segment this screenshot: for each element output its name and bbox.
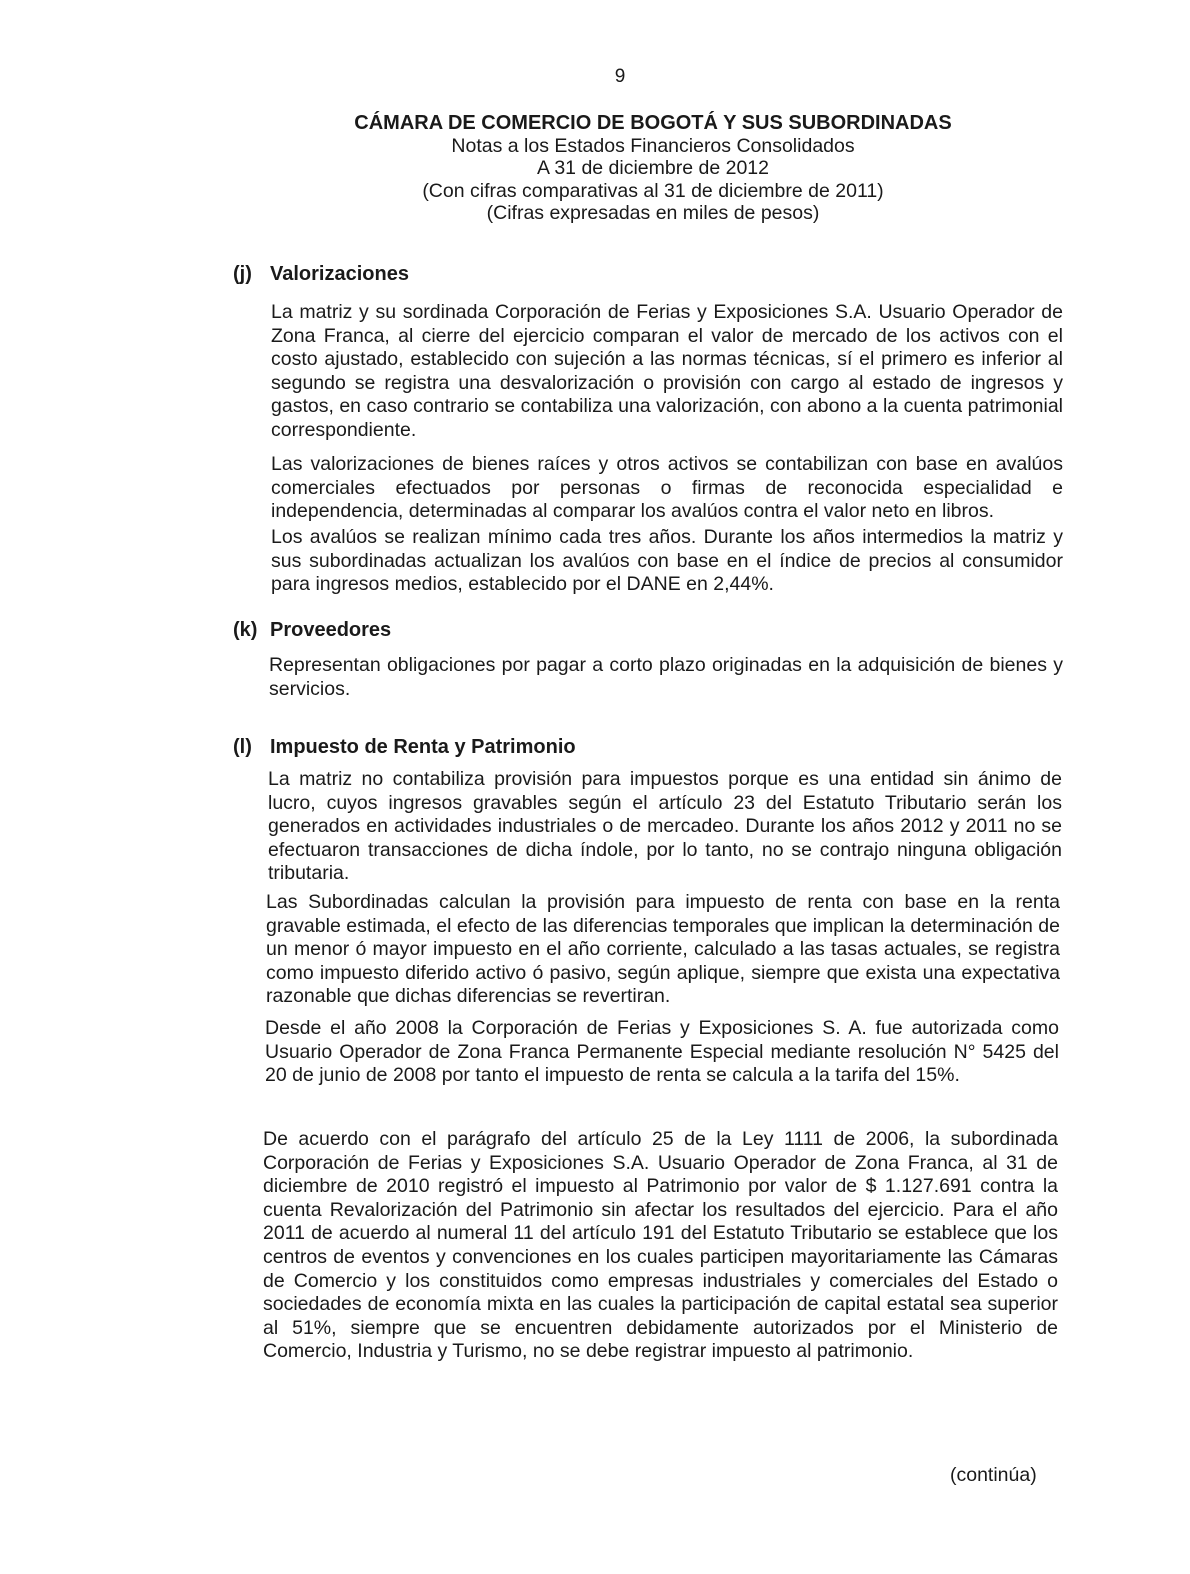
page-number: 9: [614, 66, 626, 87]
document-header: [0, 112, 1190, 225]
section-heading-valorizaciones: [233, 263, 409, 286]
section-title: Impuesto de Renta y Patrimonio: [270, 736, 576, 758]
section-letter: (j): [233, 263, 252, 285]
header-subtitle: Notas a los Estados Financieros Consolidados: [451, 134, 855, 157]
continues-note: (continúa): [950, 1464, 1037, 1486]
header-comparative-note: (Con cifras comparativas al 31 de diciembre de 2011): [422, 179, 884, 202]
section-heading-proveedores: [233, 619, 391, 642]
section-title: Proveedores: [270, 619, 392, 641]
header-title: CÁMARA DE COMERCIO DE BOGOTÁ Y SUS SUBORDINADAS: [354, 112, 952, 134]
section-title: Valorizaciones: [270, 263, 409, 285]
paragraph: Desde el año 2008 la Corporación de Ferias y Exposiciones S. A. fue autorizada como Usuario Operador de Zona Franca Permanente Especial mediante resolución N° 5425 del 20 de junio de 2008 por tanto el impuesto de renta se calcula a la tarifa del 15%.: [265, 1017, 1059, 1087]
section-heading-impuesto-renta-patrimonio: [233, 736, 576, 759]
paragraph: Representan obligaciones por pagar a corto plazo originadas en la adquisición de bienes y servicios.: [269, 654, 1063, 700]
section-letter: (l): [233, 736, 252, 758]
paragraph: Los avalúos se realizan mínimo cada tres años. Durante los años intermedios la matriz y sus subordinadas actualizan los avalúos con base en el índice de precios al consumidor para ingresos medios, establecido por el DANE en 2,44%.: [271, 526, 1063, 596]
section-letter: (k): [233, 619, 258, 641]
paragraph: La matriz y su sordinada Corporación de Ferias y Exposiciones S.A. Usuario Operador de Zona Franca, al cierre del ejercicio comparan el valor de mercado de los activos con el costo ajustado, establecido con sujeción a las normas técnicas, sí el primero es inferior al segundo se registra una desvalorización o provisión con cargo al estado de ingresos y gastos, en caso contrario se contabiliza una valorización, con abono a la cuenta patrimonial correspondiente.: [271, 301, 1063, 441]
paragraph: La matriz no contabiliza provisión para impuestos porque es una entidad sin ánimo de lucro, cuyos ingresos gravables según el artículo 23 del Estatuto Tributario serán los generados en actividades industriales o de mercadeo. Durante los años 2012 y 2011 no se efectuaron transacciones de dicha índole, por lo tanto, no se contrajo ninguna obligación tributaria.: [268, 768, 1062, 885]
paragraph: De acuerdo con el parágrafo del artículo 25 de la Ley 1111 de 2006, la subordinada Corporación de Ferias y Exposiciones S.A. Usuario Operador de Zona Franca, al 31 de diciembre de 2010 registró el impuesto al Patrimonio por valor de $ 1.127.691 contra la cuenta Revalorización del Patrimonio sin afectar los resultados del ejercicio. Para el año 2011 de acuerdo al numeral 11 del artículo 191 del Estatuto Tributario se establece que los centros de eventos y convenciones en los cuales participen mayoritariamente las Cámaras de Comercio y los constituidos como empresas industriales y comerciales del Estado o sociedades de economía mixta en las cuales la participación de capital estatal sea superior al 51%, siempre que se encuentren debidamente autorizados por el Ministerio de Comercio, Industria y Turismo, no se debe registrar impuesto al patrimonio.: [263, 1128, 1058, 1363]
paragraph: Las Subordinadas calculan la provisión para impuesto de renta con base en la renta gravable estimada, el efecto de las diferencias temporales que implican la determinación de un menor ó mayor impuesto en el año corriente, calculado a las tasas actuales, se registra como impuesto diferido activo ó pasivo, según aplique, siempre que exista una expectativa razonable que dichas diferencias se revertiran.: [266, 891, 1060, 1008]
header-units-note: (Cifras expresadas en miles de pesos): [486, 202, 820, 224]
paragraph: Las valorizaciones de bienes raíces y otros activos se contabilizan con base en avalúos comerciales efectuados por personas o firmas de reconocida especialidad e independencia, determinadas al comparar los avalúos contra el valor neto en libros.: [271, 453, 1063, 523]
header-date: A 31 de diciembre de 2012: [536, 157, 769, 179]
